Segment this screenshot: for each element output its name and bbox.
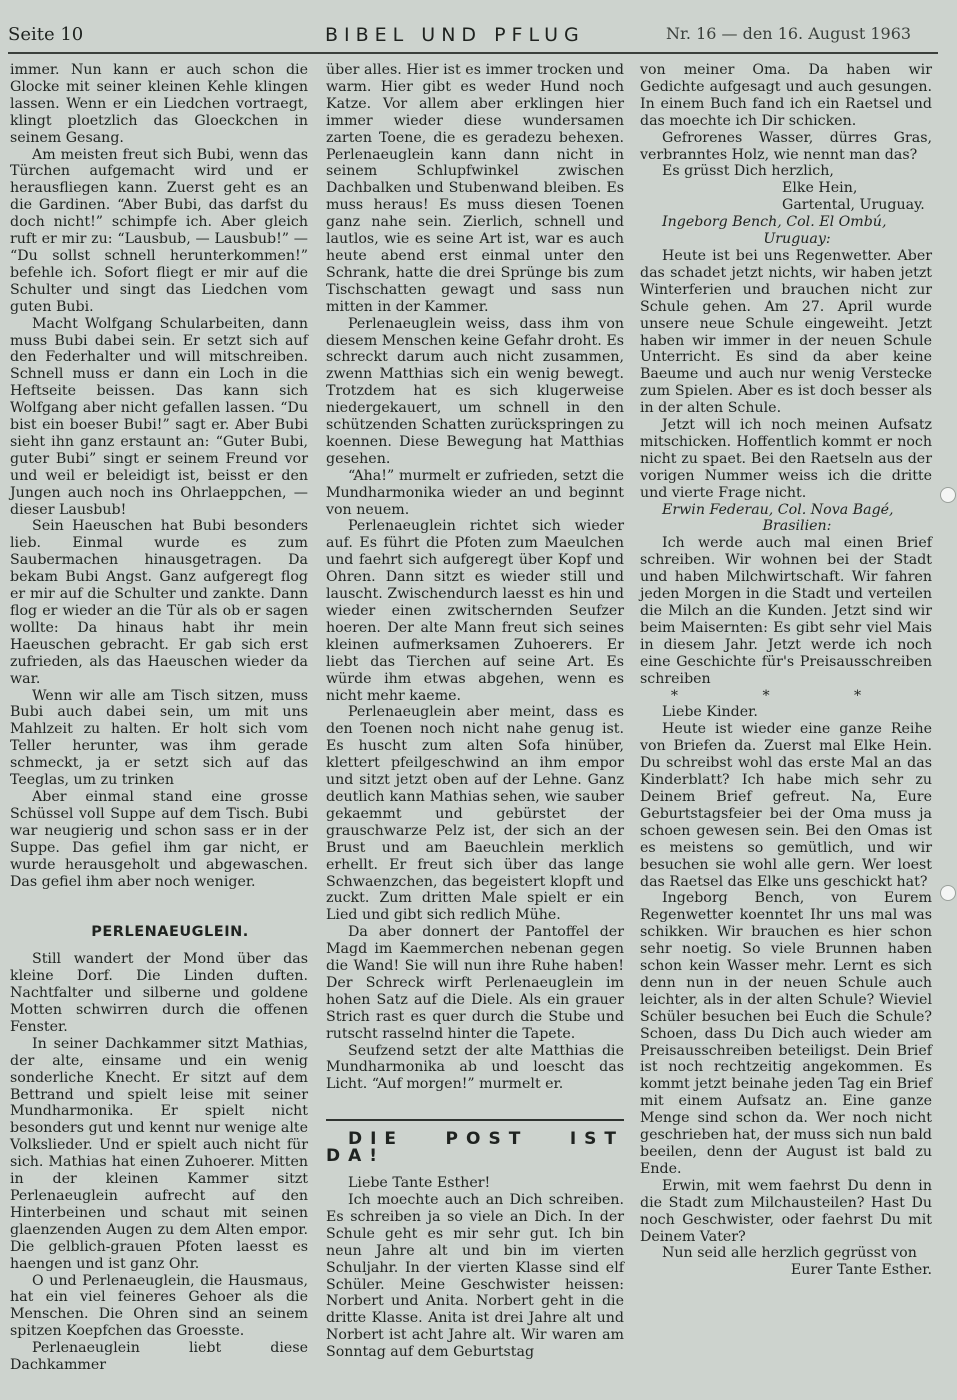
paragraph: Heute ist wieder eine ganze Reihe von Briefen da. Zuerst mal Elke Hein. Du schreibst wohl das erste Mal an das Kinderblatt? Ich habe mich sehr zu Deinem Brief gefreut. Na, Eure Geburtstagsfeier bei der Oma muss ja schoen gewesen sein. Bei den Omas ist es meistens so gemütlich, und wir besuchen sie wohl alle gern. Wer loest das Raetsel das Elke uns geschickt hat? — [640, 721, 932, 890]
paragraph: Still wandert der Mond über das kleine Dorf. Die Linden duften. Nachtfalter und silberne und goldene Motten schwirren durch die offenen Fenster. — [10, 951, 308, 1035]
letter-sender: Ingeborg Bench, Col. El Ombú, — [662, 214, 887, 231]
masthead-title: BIBEL UND PFLUG — [325, 24, 585, 46]
paragraph: Aber einmal stand eine grosse Schüssel voll Suppe auf dem Tisch. Bubi war neugierig und schon sass er in der Suppe. Das gefiel ihm gar nicht, er wurde herausgeholt und abgewaschen. Das gefiel ihm aber noch weniger. — [10, 788, 308, 890]
column-1 — [10, 62, 308, 1374]
paragraph: “Aha!” murmelt er zufrieden, setzt die Mundharmonika wieder an und beginnt von neuem. — [326, 467, 624, 518]
paragraph: Ich moechte auch an Dich schreiben. Es schreiben ja so viele an Dich. In der Schule geht es mir sehr gut. Ich bin neun Jahre alt und bin im vierten Schuljahr. In der vierten Klasse sind elf Schüler. Meine Geschwister heissen: Norbert und Anita. Norbert geht in die dritte Klasse. Anita ist drei Jahre alt und Norbert ist acht Jahre alt. Wir waren am Sonntag auf dem Geburtstag — [326, 1192, 624, 1361]
paragraph: Erwin, mit wem faehrst Du denn in die Stadt zum Milchausteilen? Hast Du noch Geschwister, oder faehrst Du mit Deinem Vater? — [640, 1177, 932, 1245]
paragraph: Heute ist bei uns Regenwetter. Aber das schadet jetzt nichts, wir haben jetzt Winterferien und brauchen nicht zur Schule gehen. Am 27. April wurde unsere neue Schule eingeweiht. Jetzt haben wir immer in der neuen Schule Unterricht. Es sind da aber keine Baeume und auch nur wenig Verstecke zum Spielen. Aber es ist doch besser als in der alten Schule. — [640, 247, 932, 417]
punch-hole — [940, 885, 956, 901]
page-number: Seite 10 — [8, 24, 84, 45]
paragraph: Perlenaeuglein aber meint, dass es den Toenen noch nicht nahe genug ist. Es huscht zum alten Sofa hinüber, klettert pfeilgeschwind an ihm empor und sitzt jetzt oben auf der Lehne. Ganz deutlich kann Mathias sehen, wie sauber gekaemmt und gebürstet der grauschwarze Pelz ist, der sich an der Brust und am Baeuchlein merklich erhellt. Er freut sich über das lange Schwaenzchen, das begeistert klopft und zuckt. Zum dritten Male spielt er ein Lied und gibt sich redlich Mühe. — [326, 704, 624, 924]
riddle: Gefrorenes Wasser, dürres Gras, verbranntes Holz, wie nennt man das? — [640, 129, 932, 163]
signature-name: Elke Hein, — [782, 180, 858, 197]
letter-sender-country: Brasilien: — [762, 518, 832, 535]
letter-sender: Erwin Federau, Col. Nova Bagé, — [662, 501, 894, 518]
issue-date: Nr. 16 — den 16. August 1963 — [666, 24, 912, 43]
paragraph: Macht Wolfgang Schularbeiten, dann muss Bubi dabei sein. Er setzt sich auf den Federhalter und will mitschreiben. Schnell muss er dann ein Loch in die Heftseite beissen. Das kann sich Wolfgang aber nicht gefallen lassen. “Du bist ein boeser Bubi!” sagt er. Aber Bubi sieht ihn ganz erstaunt an: “Guter Bubi, guter Bubi” singt er seinem Freund vor und weil er beleidigt ist, beisst er den Jungen auch noch ins Ohrlaeppchen, — dieser Lausbub! — [10, 315, 308, 518]
paragraph: Da aber donnert der Pantoffel der Magd im Kaemmerchen nebenan gegen die Wand! Sie will nun ihre Ruhe haben! Der Schreck wirft Perlenaeuglein im hohen Satz auf die Diele. Als ein grauer Strich rast es quer durch die Stube und rutscht rasselnd hinter die Tapete. — [326, 924, 624, 1042]
page-header — [0, 0, 957, 52]
letter-signature: Eurer Tante Esther. — [790, 1262, 932, 1279]
signature-place: Gartental, Uruguay. — [782, 197, 925, 214]
paragraph: Perlenaeuglein weiss, dass ihm von diesem Menschen keine Gefahr droht. Es schreckt darum auch nicht zusammen, zwenn Matthias sich ein wenig bewegt. Trotzdem hat es sich klugerweise niedergekauert, um schnell in den schützenden Schatten zurückspringen zu koennen. Diese Bewegung hat Matthias gesehen. — [326, 315, 624, 467]
letter-salutation: Liebe Kinder. — [662, 704, 758, 721]
paragraph: Perlenaeuglein richtet sich wieder auf. Es führt die Pfoten zum Maeulchen und faehrt sich aufgeregt über Kopf und Ohren. Dann sitzt es wieder still und lauscht. Zwischendurch laesst es hin und wieder einen zwitschernden Seufzer hoeren. Der alte Mann freut sich seines kleinen aufmerksamen Zuhoerers. Er liebt das Tierchen auf seine Art. Es würde ihm etwas abgehen, wenn es nicht mehr kaeme. — [326, 518, 624, 704]
letter-sender-country: Uruguay: — [763, 231, 831, 248]
section-divider-stars: * * * — [670, 687, 902, 704]
paragraph: Wenn wir alle am Tisch sitzen, muss Bubi auch dabei sein, um mit uns Mahlzeit zu halten. Er holt sich vom Teller herunter, was ihm gerade schmeckt, ja er setzt sich auf das Teeglas, um zu trinken — [10, 687, 308, 789]
header-rule — [8, 52, 938, 54]
paragraph: Perlenaeuglein liebt diese Dachkammer — [10, 1340, 308, 1374]
column-3 — [640, 62, 932, 1279]
paragraph: Jetzt will ich noch meinen Aufsatz mitschicken. Hoffentlich kommt er noch nicht zu spaet. Bei den Raetseln aus der vorigen Nummer weiss ich die dritte und vierte Frage nicht. — [640, 417, 932, 501]
letter-closing: Nun seid alle herzlich gegrüsst von — [662, 1245, 917, 1262]
paragraph: Ingeborg Bench, von Eurem Regenwetter koenntet Ihr uns mal was schikken. Wir brauchen es hier schon sehr noetig. So viele Brunnen haben schon kein Wasser mehr. Lernt es sich denn nun in der neuen Schule auch leichter, als in der alten Schule? Wieviel Schüler besuchen bei Euch die Schule? Schoen, dass Du Dich auch wieder am Preisausschreiben beteiligst. Dein Brief ist noch rechtzeitig angekommen. Es kommt jetzt beinahe jeden Tag ein Brief mit einem Aufsatz an. Eine ganze Menge sind schon da. Wer noch nicht geschrieben hat, der muss sich nun bald beeilen, denn der August ist bald zu Ende. — [640, 890, 932, 1177]
paragraph: Sein Haeuschen hat Bubi besonders lieb. Einmal wurde es zum Saubermachen hinausgetragen. Da bekam Bubi Angst. Ganz aufgeregt flog er mir auf die Schulter und zankte. Dann flog er wieder an die Tür als ob er sagen wollte: Da hinaus habt ihr mein Haeuschen gebracht. Er gab sich erst zufrieden, als das Haeuschen wieder da war. — [10, 518, 308, 687]
paragraph: Ich werde auch mal einen Brief schreiben. Wir wohnen bei der Stadt und haben Milchwirtschaft. Wir fahren jeden Morgen in die Stadt und verteilen die Milch an die Kunden. Jetzt sind wir beim Maisernten: Es gibt sehr viel Mais in diesem Jahr. Jetzt werde ich noch eine Geschichte für's Preisausschreiben schreiben — [640, 535, 932, 687]
paragraph: über alles. Hier ist es immer trocken und warm. Hier gibt es weder Hund noch Katze. Vor allem aber erklingen hier immer wieder diese wundersamen zarten Toene, die es geradezu behexen. Perlenaeuglein kann dann nicht in seinem Schlupfwinkel zwischen Dachbalken und Stubenwand bleiben. Es muss heraus! Es muss diesen Toenen ganz nahe sein. Zierlich, schnell und lautlos, wie es seine Art ist, war es auch heute abend erst einmal unter den Schrank, hatte die drei Sprünge bis zum Tischschatten gewagt und sass nun mitten in der Kammer. — [326, 62, 624, 315]
paragraph: Seufzend setzt der alte Matthias die Mundharmonika ab und loescht das Licht. “Auf morgen!” murmelt er. — [326, 1042, 624, 1093]
paragraph: In seiner Dachkammer sitzt Mathias, der alte, einsame und ein wenig sonderliche Knecht. Er sitzt auf dem Bettrand und spielt leise mit seiner Mundharmonika. Er spielt nicht besonders gut und kennt nur wenige alte Volkslieder. Und er spielt auch nicht für sich. Mathias hat einen Zuhoerer. Mitten in der kleinen Kammer sitzt Perlenaeuglein aufrecht auf den Hinterbeinen und schaut mit seinen glaenzenden Augen zu dem Alten empor. Die gelblich-grauen Pfoten laesst es haengen und ist ganz Ohr. — [10, 1035, 308, 1272]
letter-closing: Es grüsst Dich herzlich, — [662, 163, 834, 180]
letter-salutation: Liebe Tante Esther! — [348, 1175, 491, 1192]
punch-hole — [940, 487, 956, 503]
paragraph: immer. Nun kann er auch schon die Glocke mit seiner kleinen Kehle klingen lassen. Wenn er ein Liedchen vortraegt, klingt ploetzlich das Gloeckchen in seinem Gesang. — [10, 62, 308, 146]
paragraph: Am meisten freut sich Bubi, wenn das Türchen aufgemacht wird und er herausfliegen kann. Zuerst geht es an die Gardinen. “Aber Bubi, das darfst du doch nicht!” schimpfe ich. Aber gleich ruft er mir zu: “Lausbub, — Lausbub!” — “Du sollst schnell herunterkommen!” befehle ich. Sofort fliegt er mir auf die Schulter und singt das Liedchen vom guten Bubi. — [10, 146, 308, 315]
story-heading-perlenaeuglein: PERLENAEUGLEIN. — [91, 924, 249, 941]
section-heading-post: DIE POST IST DA! — [326, 1129, 624, 1167]
section-rule — [326, 1119, 624, 1121]
paragraph: von meiner Oma. Da haben wir Gedichte aufgesagt und auch gesungen. In einem Buch fand ich ein Raetsel und das moechte ich Dir schicken. — [640, 62, 932, 129]
paragraph: O und Perlenaeuglein, die Hausmaus, hat ein viel feineres Gehoer als die Menschen. Die Ohren sind an seinem spitzen Koepfchen das Groesste. — [10, 1272, 308, 1340]
column-2 — [326, 62, 624, 1361]
